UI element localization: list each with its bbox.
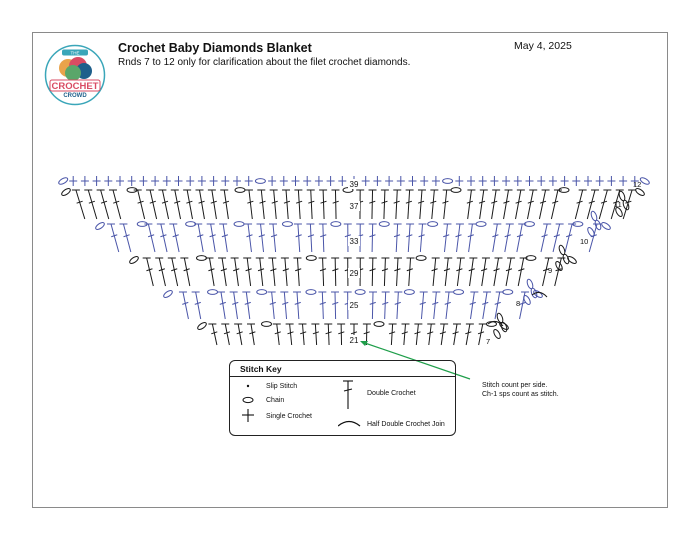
double-crochet-stitch [469, 258, 478, 286]
key-symbols-right [338, 379, 362, 429]
double-crochet-stitch [394, 224, 402, 252]
chain-stitch [61, 187, 72, 197]
double-crochet-stitch [337, 324, 345, 345]
chain-stitch [129, 255, 140, 265]
chain-stitch [428, 222, 438, 227]
double-crochet-stitch [553, 224, 564, 252]
double-crochet-stitch [381, 190, 389, 219]
chain-stitch [235, 188, 245, 193]
chain-stitch [331, 222, 341, 227]
double-crochet-stitch [243, 258, 251, 286]
double-crochet-stitch [268, 258, 276, 286]
single-crochet-stitch [561, 176, 569, 186]
chain-stitch [355, 290, 365, 295]
double-crochet-stitch [180, 258, 189, 286]
key-label-chain: Chain [266, 397, 285, 404]
stitch-count-labels [348, 179, 360, 345]
round-label: 11 [614, 200, 622, 209]
double-crochet-stitch [280, 292, 288, 319]
page-title: Crochet Baby Diamonds Blanket [118, 41, 312, 55]
round-label: 10 [580, 237, 589, 246]
chain-stitch [306, 290, 316, 295]
double-crochet-stitch [234, 324, 243, 345]
chain-stitch [601, 221, 612, 231]
single-crochet-stitch [397, 176, 405, 186]
double-crochet-stitch [369, 258, 377, 286]
double-crochet-stitch [492, 224, 501, 252]
double-crochet-stitch [221, 324, 230, 345]
chain-stitch [374, 322, 384, 327]
single-crochet-stitch [596, 176, 604, 186]
double-crochet-stitch [268, 292, 276, 319]
key-label-slip-stitch: Slip Stitch [266, 383, 298, 390]
chain-icon [243, 397, 253, 402]
double-crochet-stitch [420, 292, 428, 319]
double-crochet-stitch [319, 224, 327, 252]
double-crochet-stitch [157, 224, 167, 252]
double-crochet-stitch [155, 258, 165, 286]
double-crochet-stitch [294, 224, 302, 252]
double-crochet-stitch [281, 258, 289, 286]
double-crochet-stitch [406, 190, 414, 219]
single-crochet-stitch [409, 176, 417, 186]
single-crochet-stitch [315, 176, 323, 186]
stitch-key-divider [229, 376, 456, 377]
single-crochet-stitch [210, 176, 218, 186]
double-crochet-stitch [119, 224, 130, 252]
key-label-double-crochet: Double Crochet [367, 390, 416, 397]
single-crochet-stitch [502, 176, 510, 186]
stitch-key-title: Stitch Key [240, 364, 282, 374]
double-crochet-stitch [402, 324, 410, 345]
single-crochet-stitch [373, 176, 381, 186]
chain-stitch [197, 321, 208, 331]
single-crochet-stitch [151, 176, 159, 186]
double-crochet-stitch [541, 224, 551, 252]
chain-stitch [255, 179, 265, 184]
double-crochet-stitch [551, 190, 562, 219]
chain-stitch [257, 290, 267, 295]
chain-stitch [197, 256, 207, 261]
double-crochet-stitch [220, 190, 229, 219]
stitch-count-label: 39 [349, 180, 359, 189]
chain-stitch [282, 222, 292, 227]
double-crochet-stitch [286, 324, 294, 345]
double-crochet-stitch [481, 258, 490, 286]
single-crochet-stitch [572, 176, 580, 186]
double-crochet-stitch [207, 224, 216, 252]
double-crochet-stitch [517, 224, 526, 252]
double-crochet-stitch [179, 292, 188, 319]
logo-main-text: CROCHET [51, 81, 99, 92]
double-crochet-stitch [143, 258, 154, 286]
single-crochet-stitch [186, 176, 194, 186]
chain-stitch [500, 321, 508, 332]
double-crochet-stitch [443, 224, 451, 252]
double-crochet-stitch [219, 224, 228, 252]
double-crochet-stitch [382, 292, 390, 319]
chain-stitch [503, 290, 513, 295]
double-crochet-stitch [495, 292, 504, 319]
double-crochet-stitch [218, 258, 227, 286]
stitch-count-note-line2: Ch-1 sps count as stitch. [482, 391, 559, 398]
double-crochet-stitch [257, 224, 265, 252]
single-crochet-stitch [175, 176, 183, 186]
double-crochet-stitch [456, 258, 464, 286]
chain-stitch [234, 222, 244, 227]
single-crochet-stitch [467, 176, 475, 186]
double-crochet-stitch [427, 324, 435, 345]
double-crochet-stitch [414, 324, 422, 345]
chain-stitch [379, 222, 389, 227]
double-crochet-stitch [269, 224, 277, 252]
double-crochet-stitch [183, 190, 192, 219]
double-crochet-stitch [192, 292, 201, 319]
double-crochet-stitch [256, 258, 264, 286]
single-crochet-stitch [479, 176, 487, 186]
double-crochet-stitch [324, 324, 332, 345]
double-crochet-stitch [468, 224, 477, 252]
logo-sub-text: CROWD [63, 93, 87, 99]
single-crochet-stitch [93, 176, 101, 186]
single-crochet-stitch [584, 176, 592, 186]
double-crochet-stitch [257, 190, 265, 219]
double-crochet-stitch [623, 190, 636, 219]
single-crochet-stitch [362, 176, 370, 186]
double-crochet-stitch [527, 190, 537, 219]
double-crochet-stitch [244, 224, 252, 252]
double-crochet-stitch [319, 258, 327, 286]
key-symbols-left [240, 382, 256, 428]
hdc-join-icon [338, 422, 360, 427]
round-label: 12 [633, 180, 642, 189]
chain-stitch [454, 290, 464, 295]
chain-stitch [476, 222, 486, 227]
double-crochet-stitch [231, 258, 240, 286]
stitch-count-label: 29 [349, 269, 359, 278]
chain-stitch [562, 253, 570, 264]
double-crochet-stitch [72, 190, 85, 219]
double-crochet-stitch [444, 258, 452, 286]
stitch-count-label: 33 [349, 237, 359, 246]
single-crochet-stitch [104, 176, 112, 186]
double-crochet-stitch [205, 258, 214, 286]
chain-stitch [58, 176, 69, 185]
double-crochet-stitch [331, 292, 339, 319]
double-crochet-stitch [442, 190, 450, 219]
round-label: 9 [548, 266, 553, 275]
chain-stitch [306, 256, 316, 261]
double-crochet-stitch [503, 190, 512, 219]
double-crochet-stitch [482, 292, 491, 319]
double-crochet-stitch [282, 190, 290, 219]
round-labels [486, 180, 641, 346]
single-crochet-stitch [245, 176, 253, 186]
double-crochet-stitch [406, 224, 414, 252]
single-crochet-stitch [128, 176, 136, 186]
stitch-count-note-line1: Stitch count per side. [482, 382, 548, 389]
double-crochet-stitch [394, 258, 402, 286]
double-crochet-stitch [293, 258, 301, 286]
double-crochet-stitch [307, 190, 315, 219]
page-date: May 4, 2025 [514, 40, 572, 52]
double-crochet-stitch [299, 324, 307, 345]
single-crochet-stitch [385, 176, 393, 186]
chain-stitch [451, 188, 461, 193]
single-crochet-stitch [292, 176, 300, 186]
single-crochet-stitch [81, 176, 89, 186]
double-crochet-stitch [168, 258, 178, 286]
double-crochet-stitch [319, 190, 327, 219]
double-crochet-stitch [306, 224, 314, 252]
single-crochet-stitch [455, 176, 463, 186]
double-crochet-stitch [369, 224, 377, 252]
double-crochet-stitch [505, 224, 514, 252]
double-crochet-stitch [294, 190, 302, 219]
double-crochet-stitch [369, 292, 377, 319]
logo-top-text: THE [70, 50, 80, 56]
single-crochet-stitch [338, 176, 346, 186]
stitch-count-label: 37 [349, 202, 359, 211]
double-crochet-stitch [407, 258, 415, 286]
double-crochet-stitch [440, 324, 448, 345]
double-crochet-stitch [84, 190, 97, 219]
double-crochet-stitch [208, 324, 217, 345]
double-crochet-stitch [516, 190, 525, 219]
double-crochet-stitch [318, 292, 326, 319]
chain-stitch [492, 328, 501, 339]
single-crochet-stitch [607, 176, 615, 186]
double-crochet-stitch [491, 190, 500, 219]
double-crochet-stitch [109, 190, 121, 219]
double-crochet-stitch [456, 224, 464, 252]
single-crochet-stitch [280, 176, 288, 186]
single-crochet-stitch [233, 176, 241, 186]
double-crochet-stitch [331, 190, 339, 219]
stitch-count-label: 21 [349, 336, 359, 345]
double-crochet-stitch [479, 190, 488, 219]
double-crochet-stitch [453, 324, 461, 345]
double-crochet-stitch [208, 190, 217, 219]
double-crochet-stitch [565, 224, 576, 252]
double-crochet-stitch [467, 190, 476, 219]
single-crochet-stitch [221, 176, 229, 186]
double-crochet-stitch [394, 292, 402, 319]
double-crochet-stitch [393, 190, 401, 219]
double-crochet-stitch [107, 224, 119, 252]
chain-stitch [163, 289, 174, 299]
double-crochet-stitch [242, 292, 250, 319]
single-crochet-stitch [432, 176, 440, 186]
key-label-single-crochet: Single Crochet [266, 413, 312, 420]
chain-stitch [586, 226, 595, 237]
chain-stitch [416, 256, 426, 261]
slip-stitch-icon [247, 385, 249, 387]
chain-stitch [404, 290, 414, 295]
double-crochet-stitch [369, 190, 377, 219]
single-crochet-stitch [116, 176, 124, 186]
double-crochet-stitch [389, 324, 397, 345]
double-crochet-stitch [539, 190, 549, 219]
double-crochet-stitch [97, 190, 109, 219]
double-crochet-stitch [169, 224, 179, 252]
chain-stitch [443, 179, 453, 184]
double-crochet-stitch [506, 258, 515, 286]
double-crochet-stitch [494, 258, 503, 286]
chain-stitch [208, 290, 218, 295]
double-crochet-stitch [432, 292, 440, 319]
double-crochet-stitch [432, 258, 440, 286]
double-crochet-stitch [575, 190, 586, 219]
single-crochet-stitch [420, 176, 428, 186]
double-crochet-stitch [430, 190, 438, 219]
double-crochet-stitch [230, 292, 239, 319]
double-crochet-stitch [418, 190, 426, 219]
page-subtitle: Rnds 7 to 12 only for clarification about the filet crochet diamonds. [118, 57, 411, 68]
single-crochet-stitch [327, 176, 335, 186]
double-crochet-stitch [144, 224, 155, 252]
hdc-join-stitch [532, 292, 547, 297]
double-crochet-stitch [465, 324, 474, 345]
double-crochet-stitch [599, 190, 611, 219]
single-crochet-stitch [526, 176, 534, 186]
double-crochet-stitch [217, 292, 226, 319]
single-crochet-stitch [303, 176, 311, 186]
double-crochet-stitch [311, 324, 319, 345]
double-crochet-stitch [445, 292, 453, 319]
single-crochet-stitch [139, 176, 147, 186]
single-crochet-stitch [163, 176, 171, 186]
double-crochet-stitch [518, 258, 527, 286]
single-crochet-stitch [198, 176, 206, 186]
key-label-hdc-join: Half Double Crochet Join [367, 421, 445, 428]
double-crochet-stitch [158, 190, 168, 219]
chain-stitch [186, 222, 196, 227]
single-crochet-stitch [514, 176, 522, 186]
single-crochet-stitch [69, 176, 77, 186]
double-crochet-stitch [273, 324, 281, 345]
double-crochet-stitch [146, 190, 157, 219]
double-crochet-stitch [196, 190, 205, 219]
single-crochet-stitch [490, 176, 498, 186]
double-crochet-stitch [293, 292, 301, 319]
double-crochet-stitch [194, 224, 203, 252]
double-crochet-stitch [587, 190, 599, 219]
round-label: 8 [516, 299, 521, 308]
double-crochet-stitch [134, 190, 145, 219]
double-crochet-stitch [331, 258, 339, 286]
single-crochet-stitch [268, 176, 276, 186]
single-crochet-stitch [619, 176, 627, 186]
chain-stitch [522, 294, 531, 305]
single-crochet-stitch [549, 176, 557, 186]
double-crochet-stitch [270, 190, 278, 219]
round-label: 7 [486, 337, 491, 346]
stitch-count-label: 25 [349, 301, 359, 310]
double-crochet-stitch [419, 224, 427, 252]
single-crochet-stitch [537, 176, 545, 186]
double-crochet-stitch [247, 324, 255, 345]
double-crochet-stitch [245, 190, 253, 219]
double-crochet-stitch [381, 258, 389, 286]
chain-stitch [95, 221, 106, 231]
double-crochet-stitch [171, 190, 181, 219]
double-crochet-stitch [470, 292, 479, 319]
chain-stitch [262, 322, 272, 327]
